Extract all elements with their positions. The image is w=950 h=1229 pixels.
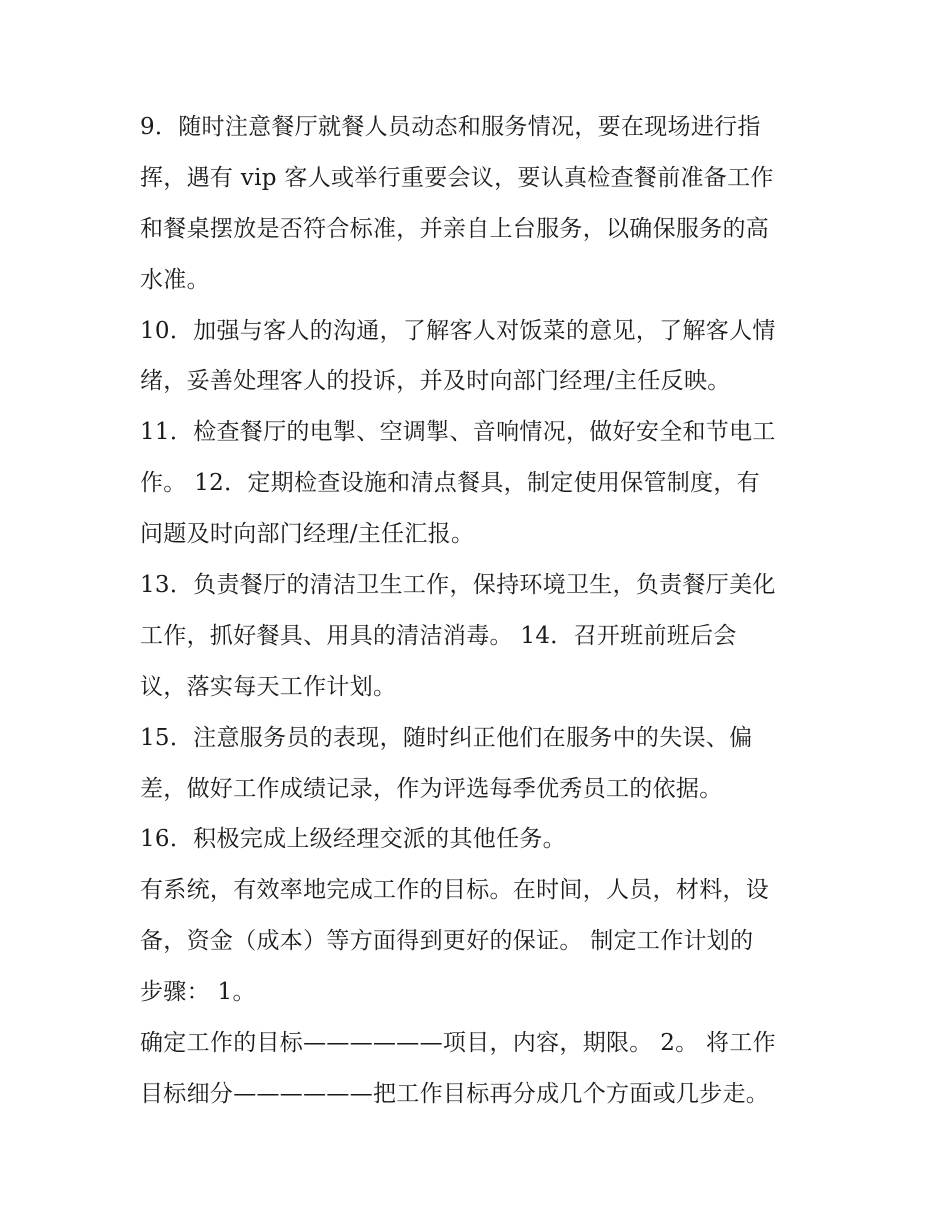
text-line: 步骤： 1。	[140, 979, 256, 1006]
text-line: 11．检查餐厅的电掣、空调掣、音响情况，做好安全和节电工	[140, 419, 776, 446]
text-line: 绪，妥善处理客人的投诉，并及时向部门经理/主任反映。	[140, 368, 731, 395]
text-line: 16．积极完成上级经理交派的其他任务。	[140, 826, 566, 853]
text-line: 目标细分——————把工作目标再分成几个方面或几步走。	[140, 1080, 770, 1107]
text-line: 差，做好工作成绩记录，作为评选每季优秀员工的依据。	[140, 775, 723, 802]
text-line: 9．随时注意餐厅就餐人员动态和服务情况，要在现场进行指	[140, 114, 761, 140]
text-line: 工作，抓好餐具、用具的清洁消毒。 14．召开班前班后会	[140, 622, 737, 649]
text-line: 问题及时向部门经理/主任汇报。	[140, 521, 475, 548]
text-line: 和餐桌摆放是否符合标准，并亲自上台服务，以确保服务的高	[140, 215, 770, 242]
text-line: 水准。	[140, 266, 210, 293]
text-line: 作。 12．定期检查设施和清点餐具，制定使用保管制度，有	[140, 470, 760, 497]
document-body	[140, 102, 820, 1120]
text-line: 议，落实每天工作计划。	[140, 673, 397, 700]
text-line: 10．加强与客人的沟通，了解客人对饭菜的意见，了解客人情	[140, 317, 776, 344]
text-line: 确定工作的目标——————项目，内容，期限。 2。 将工作	[140, 1030, 776, 1057]
text-line: 有系统，有效率地完成工作的目标。在时间，人员，材料，设	[140, 877, 770, 904]
text-line: 挥，遇有 vip 客人或举行重要会议，要认真检查餐前准备工作	[140, 164, 774, 191]
text-line: 13．负责餐厅的清洁卫生工作，保持环境卫生，负责餐厅美化	[140, 572, 776, 599]
text-line: 15．注意服务员的表现，随时纠正他们在服务中的失误、偏	[140, 724, 753, 751]
text-line: 备，资金（成本）等方面得到更好的保证。 制定工作计划的	[140, 928, 754, 955]
